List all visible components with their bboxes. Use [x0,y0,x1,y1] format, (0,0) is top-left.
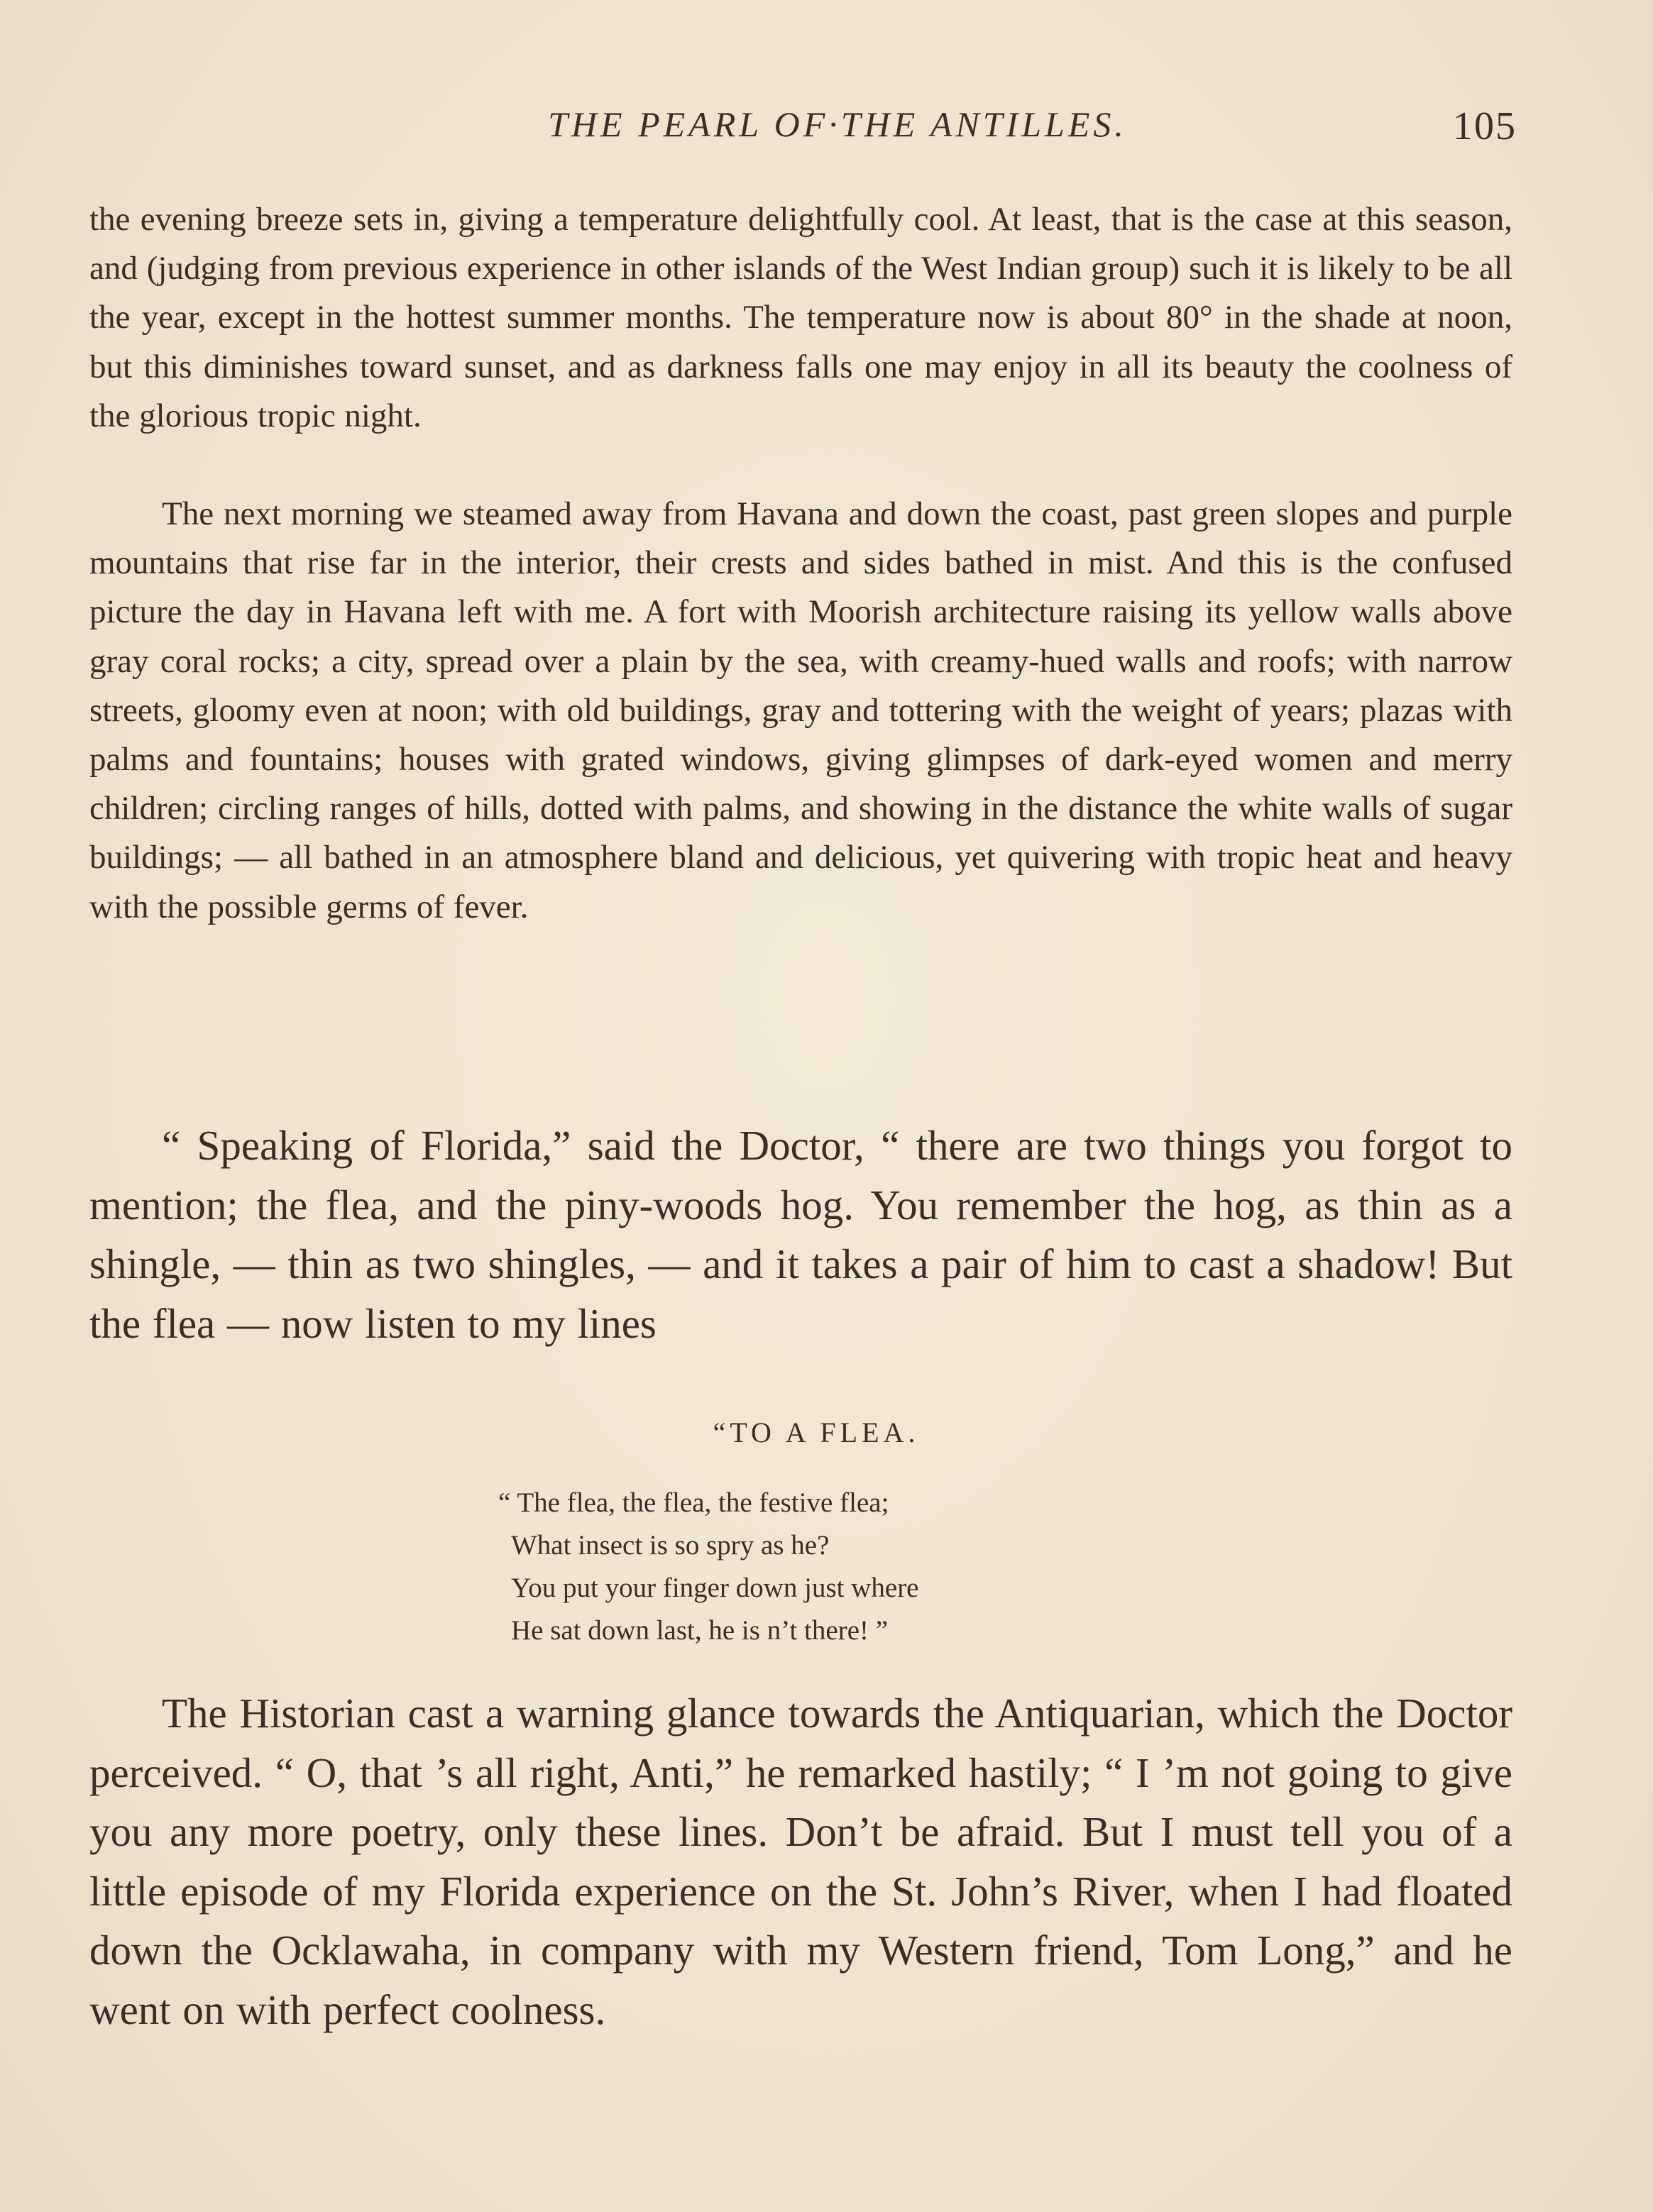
poem-line: You put your finger down just where [511,1573,919,1603]
paragraph-doctor-speech: “ Speaking of Florida,” said the Doctor, “ there are two things you forgot to mention; the flea, and the piny-woods hog. You remember the hog, as thin as a shingle, — thin as two shingles, — and it takes a pair of him to cast a shadow! But the flea — now listen to my lines [89,1122,1512,1347]
poem-line: “ The flea, the flea, the festive flea; [498,1487,889,1518]
poem-stanza [498,1482,919,1652]
running-title: THE PEARL OF·THE ANTILLES. [548,104,1127,144]
page-number: 105 [1453,104,1517,148]
paragraph-historian: The Historian cast a warning glance towards the Antiquarian, which the Doctor perceived. “ O, that ’s all right, Anti,” he remarked hastily; “ I ’m not going to give you any more poetry, only these lines. Don’t be afraid. But I must tell you of a little episode of my Florida experience on the St. John’s River, when I had floated down the Ocklawaha, in company with my Western friend, Tom Long,” and he went on with perfect coolness. [89,1690,1512,2033]
poem-line: He sat down last, he is n’t there! ” [511,1615,889,1646]
poem-title: “TO A FLEA. [713,1416,920,1448]
paragraph-havana: The next morning we steamed away from Havana and down the coast, past green slopes and purple mountains that rise far in the interior, their crests and sides bathed in mist. And this is the confused picture the day in Havana left with me. A fort with Moorish architecture raising its yellow walls above gray coral rocks; a city, spread over a plain by the sea, with creamy-hued walls and roofs; with narrow streets, gloomy even at noon; with old buildings, gray and tottering with the weight of years; plazas with palms and fountains; houses with grated windows, giving glimpses of dark-eyed women and merry children; circling ranges of hills, dotted with palms, and showing in the distance the white walls of sugar buildings; — all bathed in an atmosphere bland and delicious, yet quivering with tropic heat and heavy with the possible germs of fever. [89,495,1512,925]
paragraph-continuation: the evening breeze sets in, giving a temperature delightfully cool. At least, that is the case at this season, and (judging from previous experience in other islands of the West Indian group) such it is likely to be all the year, except in the hottest summer months. The temperature now is about 80° in the shade at noon, but this diminishes toward sunset, and as darkness falls one may enjoy in all its beauty the coolness of the glorious tropic night. [89,201,1512,434]
poem-line: What insect is so spry as he? [511,1530,830,1561]
